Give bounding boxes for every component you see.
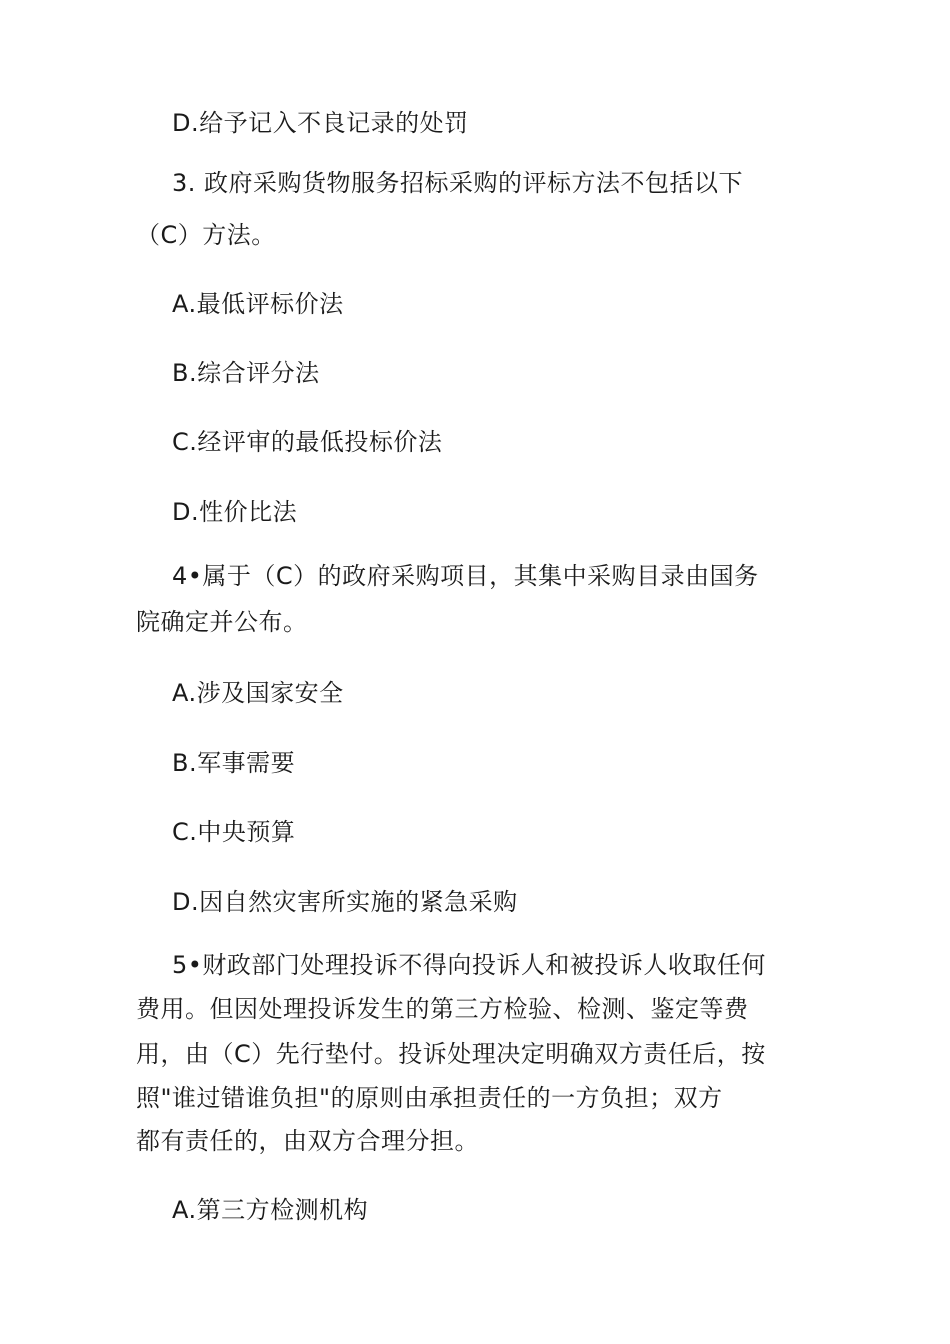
- q3-option-a: A.最低评标价法: [172, 290, 344, 318]
- q4-option-c: C.中央预算: [172, 818, 296, 846]
- q3-option-b: B.综合评分法: [172, 359, 320, 387]
- q4-option-d: D.因自然灾害所实施的紧急采购: [172, 888, 518, 916]
- q4-stem-line-1: 4•属于（C）的政府采购项目，其集中采购目录由国务: [172, 562, 759, 590]
- q4-option-a: A.涉及国家安全: [172, 679, 344, 707]
- q5-stem-line-3: 用，由（C）先行垫付。投诉处理决定明确双方责任后，按: [136, 1040, 766, 1068]
- q4-stem-line-2: 院确定并公布。: [136, 608, 308, 636]
- q5-stem-line-1: 5•财政部门处理投诉不得向投诉人和被投诉人收取任何: [172, 951, 766, 979]
- q3-option-c: C.经评审的最低投标价法: [172, 428, 443, 456]
- q3-option-d: D.性价比法: [172, 498, 298, 526]
- q5-stem-line-2: 费用。但因处理投诉发生的第三方检验、检测、鉴定等费: [136, 995, 749, 1023]
- q5-option-a: A.第三方检测机构: [172, 1196, 369, 1224]
- q5-stem-line-5: 都有责任的，由双方合理分担。: [136, 1127, 479, 1155]
- q4-option-b: B.军事需要: [172, 749, 296, 777]
- q3-stem-line-1: 3. 政府采购货物服务招标采购的评标方法不包括以下: [172, 169, 744, 197]
- q2-option-d: D.给予记入不良记录的处罚: [172, 109, 469, 137]
- q5-stem-line-4: 照"谁过错谁负担"的原则由承担责任的一方负担；双方: [136, 1084, 723, 1112]
- q3-stem-line-2: （C）方法。: [136, 221, 276, 249]
